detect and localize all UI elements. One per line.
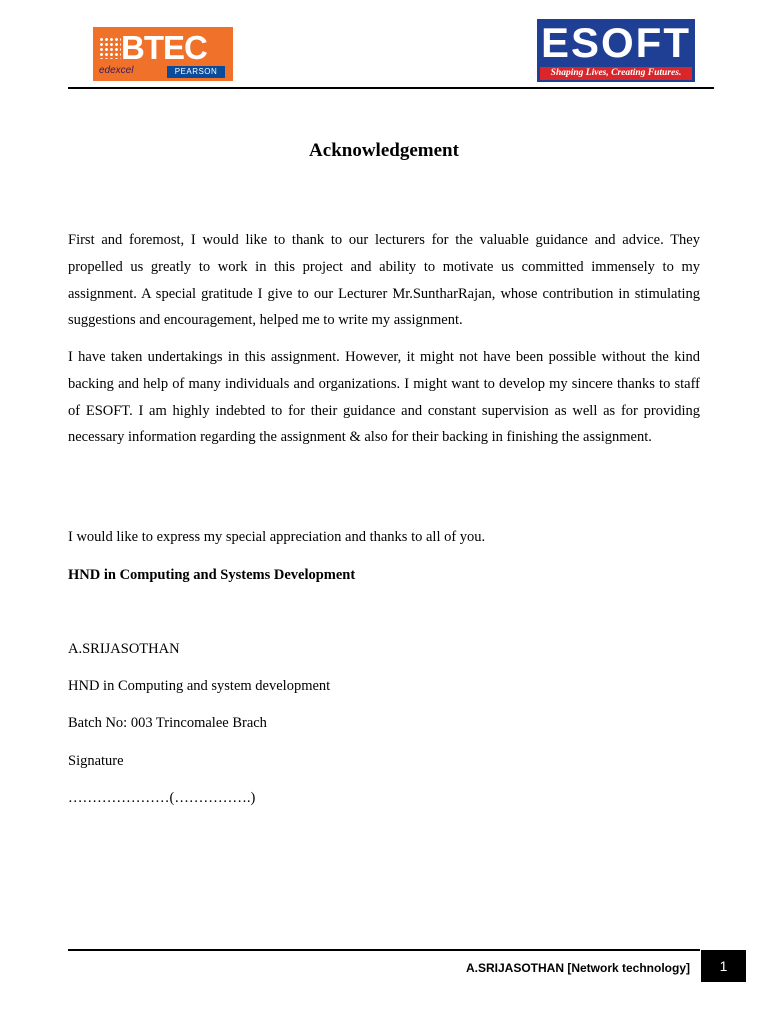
author-name: A.SRIJASOTHAN [68,641,180,657]
footer-divider [68,949,700,951]
signature-label: Signature [68,753,124,769]
btec-dots-icon [99,37,121,59]
esoft-tagline: Shaping Lives, Creating Futures. [540,67,692,80]
program-line: HND in Computing and system development [68,678,331,694]
batch-line: Batch No: 003 Trincomalee Brach [68,715,267,731]
btec-logo-word: BTEC [121,29,207,66]
esoft-logo [537,19,695,82]
page-number: 1 [701,950,746,982]
appreciation-line: I would like to express my special appreciation and thanks to all of you. [68,529,486,545]
btec-logo [93,27,233,81]
program-heading: HND in Computing and Systems Development [68,567,356,583]
esoft-logo-word: ESOFT [537,21,695,65]
page-title: Acknowledgement [309,140,459,161]
signature-line: …………………(…………….) [68,790,256,806]
acknowledgement-paragraph-2: I have taken undertakings in this assignment. However, it might not have been possible without the kind backing and help of many individuals and organizations. I might want to develop my sincere thanks to staff of ESOFT. I am highly indebted to for their guidance and constant supervision as well as for providing necessary information regarding the assignment & also for their backing in finishing the assignment. [68,349,700,446]
header-divider [68,87,714,89]
footer-author: A.SRIJASOTHAN [Network technology] [465,961,690,975]
pearson-logo-text: PEARSON [167,66,225,78]
edexcel-logo-text: edexcel [99,65,134,76]
acknowledgement-paragraph-1: First and foremost, I would like to thank to our lecturers for the valuable guidance and advice. They propelled us greatly to work in this project and ability to motivate us committed immensely to my assignment. A special gratitude I give to our Lecturer Mr.SuntharRajan, whose contribution in stimulating suggestions and encouragement, helped me to write my assignment. [68,232,700,329]
